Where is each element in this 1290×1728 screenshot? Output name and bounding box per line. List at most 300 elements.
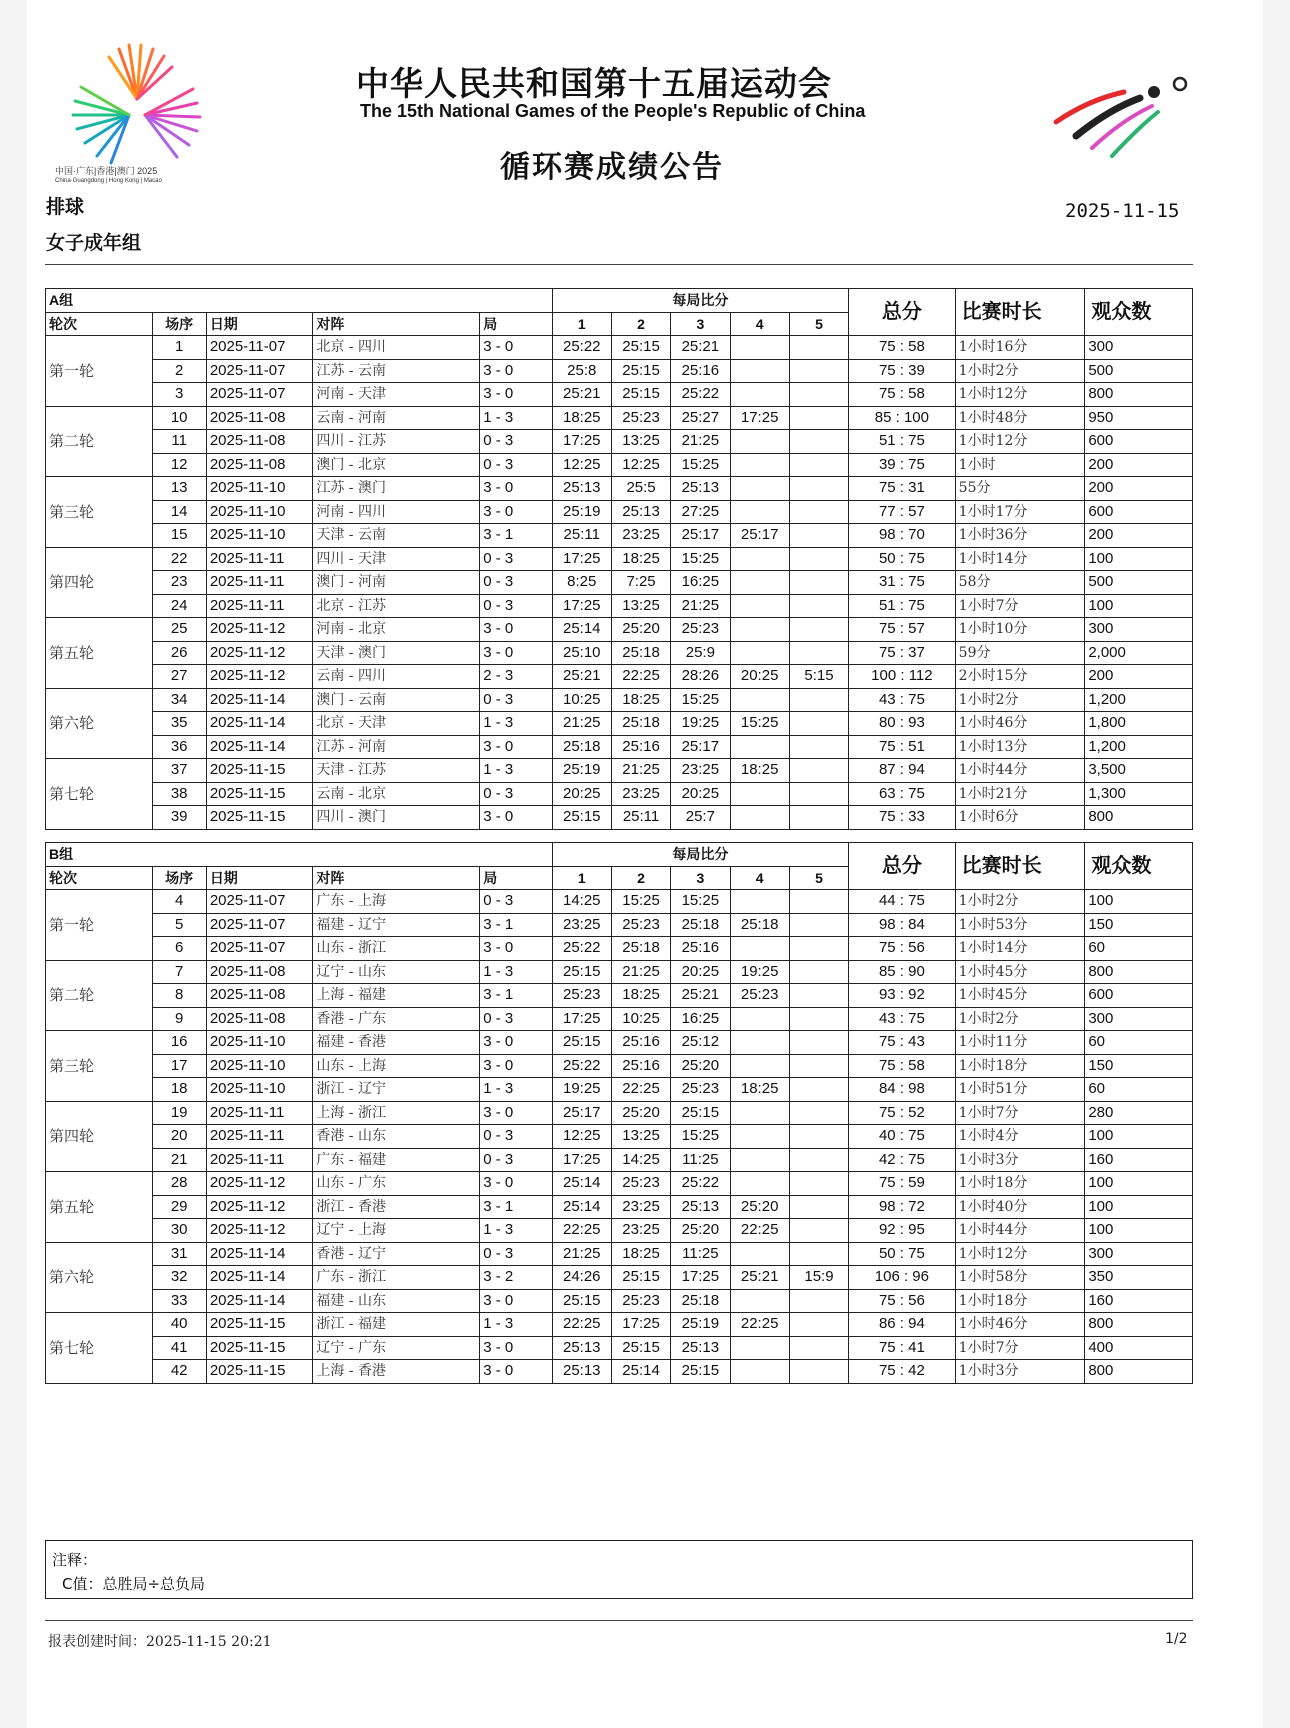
total-score: 85 : 100: [849, 406, 956, 430]
set3-score: 25:19: [671, 1313, 730, 1337]
audience-count: 150: [1085, 913, 1193, 937]
set5-score: [789, 430, 848, 454]
table-row: [46, 688, 1193, 712]
table-row: [46, 735, 1193, 759]
set4-score: 18:25: [730, 759, 789, 783]
set3-score: 16:25: [671, 1007, 730, 1031]
set4-score: [730, 547, 789, 571]
header-divider: [45, 264, 1193, 265]
set4-score: 18:25: [730, 1078, 789, 1102]
matchup: 山东 - 浙江: [313, 937, 480, 961]
total-score: 86 : 94: [849, 1313, 956, 1337]
volleyball-pictogram-icon: [1048, 70, 1198, 160]
set5-score: [789, 735, 848, 759]
sets-header: 局: [480, 312, 552, 336]
set3-score: 11:25: [671, 1242, 730, 1266]
audience-count: 600: [1085, 430, 1193, 454]
matchup: 江苏 - 澳门: [313, 477, 480, 501]
audience-count: 100: [1085, 1125, 1193, 1149]
matchup: 上海 - 福建: [313, 984, 480, 1008]
match-result: 0 - 3: [480, 547, 552, 571]
match-no: 26: [152, 641, 206, 665]
set4-score: [730, 1101, 789, 1125]
match-duration: 1小时45分: [955, 960, 1085, 984]
audience-count: 400: [1085, 1336, 1193, 1360]
set3-score: 25:21: [671, 336, 730, 360]
match-result: 3 - 0: [480, 359, 552, 383]
set1-score: 25:13: [552, 1360, 611, 1384]
table-row: [46, 547, 1193, 571]
set2-score: 25:15: [611, 336, 670, 360]
set1-score: 17:25: [552, 430, 611, 454]
total-score: 75 : 42: [849, 1360, 956, 1384]
audience-count: 800: [1085, 1313, 1193, 1337]
match-duration: 1小时53分: [955, 913, 1085, 937]
set4-header: 4: [730, 866, 789, 890]
set4-score: 25:20: [730, 1195, 789, 1219]
table-row: [46, 406, 1193, 430]
match-duration: 1小时40分: [955, 1195, 1085, 1219]
audience-count: 500: [1085, 359, 1193, 383]
set5-score: [789, 1242, 848, 1266]
match-no: 2: [152, 359, 206, 383]
matchup: 四川 - 澳门: [313, 806, 480, 830]
set4-score: 25:23: [730, 984, 789, 1008]
matchup: 澳门 - 北京: [313, 453, 480, 477]
total-score: 84 : 98: [849, 1078, 956, 1102]
set5-score: [789, 1078, 848, 1102]
match-duration: 1小时6分: [955, 806, 1085, 830]
round-label: 第七轮: [46, 1313, 153, 1384]
set5-score: [789, 383, 848, 407]
set3-score: 20:25: [671, 960, 730, 984]
set1-header: 1: [552, 866, 611, 890]
match-date: 2025-11-11: [206, 547, 313, 571]
match-no: 15: [152, 524, 206, 548]
match-date: 2025-11-15: [206, 1336, 313, 1360]
set4-score: 22:25: [730, 1219, 789, 1243]
matchup: 浙江 - 福建: [313, 1313, 480, 1337]
match-result: 3 - 0: [480, 806, 552, 830]
audience-count: 200: [1085, 477, 1193, 501]
match-duration: 1小时4分: [955, 1125, 1085, 1149]
total-score: 75 : 58: [849, 336, 956, 360]
total-score: 77 : 57: [849, 500, 956, 524]
matchup: 福建 - 山东: [313, 1289, 480, 1313]
audience-count: 1,300: [1085, 782, 1193, 806]
set3-score: 21:25: [671, 594, 730, 618]
set1-score: 25:22: [552, 336, 611, 360]
set5-score: [789, 336, 848, 360]
total-header: 总分: [849, 843, 956, 890]
set3-score: 25:23: [671, 618, 730, 642]
match-duration: 2小时15分: [955, 665, 1085, 689]
set3-header: 3: [671, 866, 730, 890]
set4-score: [730, 1125, 789, 1149]
round-label: 第四轮: [46, 1101, 153, 1172]
match-duration: 1小时2分: [955, 1007, 1085, 1031]
match-no: 24: [152, 594, 206, 618]
match-date: 2025-11-15: [206, 1360, 313, 1384]
matchup: 云南 - 北京: [313, 782, 480, 806]
table-row: [46, 665, 1193, 689]
audience-count: 1,800: [1085, 712, 1193, 736]
set3-score: 16:25: [671, 571, 730, 595]
match-no: 41: [152, 1336, 206, 1360]
set4-score: [730, 594, 789, 618]
match-duration: 1小时44分: [955, 1219, 1085, 1243]
set2-score: 13:25: [611, 594, 670, 618]
audience-count: 800: [1085, 1360, 1193, 1384]
match-date: 2025-11-07: [206, 890, 313, 914]
set3-score: 25:18: [671, 913, 730, 937]
table-row: [46, 336, 1193, 360]
match-date: 2025-11-07: [206, 336, 313, 360]
match-result: 1 - 3: [480, 712, 552, 736]
total-score: 75 : 31: [849, 477, 956, 501]
matchup: 浙江 - 辽宁: [313, 1078, 480, 1102]
audience-count: 280: [1085, 1101, 1193, 1125]
set2-score: 25:15: [611, 1336, 670, 1360]
set1-score: 25:8: [552, 359, 611, 383]
set4-score: [730, 1148, 789, 1172]
match-result: 3 - 2: [480, 1266, 552, 1290]
match-no: 4: [152, 890, 206, 914]
match-no: 9: [152, 1007, 206, 1031]
match-date: 2025-11-12: [206, 665, 313, 689]
round-label: 第二轮: [46, 960, 153, 1031]
match-no: 36: [152, 735, 206, 759]
set2-score: 25:15: [611, 359, 670, 383]
match-date: 2025-11-12: [206, 1172, 313, 1196]
audience-count: 160: [1085, 1289, 1193, 1313]
match-duration: 1小时46分: [955, 712, 1085, 736]
match-date: 2025-11-08: [206, 430, 313, 454]
set2-score: 17:25: [611, 1313, 670, 1337]
match-duration: 1小时18分: [955, 1172, 1085, 1196]
set2-score: 22:25: [611, 665, 670, 689]
match-date: 2025-11-12: [206, 1219, 313, 1243]
set5-score: [789, 1172, 848, 1196]
match-result: 3 - 0: [480, 1031, 552, 1055]
matchup: 澳门 - 云南: [313, 688, 480, 712]
total-score: 63 : 75: [849, 782, 956, 806]
table-row: [46, 806, 1193, 830]
set2-score: 25:13: [611, 500, 670, 524]
audience-count: 100: [1085, 1195, 1193, 1219]
set4-score: [730, 453, 789, 477]
audience-count: 2,000: [1085, 641, 1193, 665]
audience-count: 200: [1085, 665, 1193, 689]
matchup: 澳门 - 河南: [313, 571, 480, 595]
audience-count: 200: [1085, 453, 1193, 477]
match-no: 38: [152, 782, 206, 806]
set2-score: 23:25: [611, 1195, 670, 1219]
set2-score: 25:23: [611, 1172, 670, 1196]
set2-score: 23:25: [611, 524, 670, 548]
set5-score: [789, 782, 848, 806]
matchup: 河南 - 北京: [313, 618, 480, 642]
set4-score: [730, 937, 789, 961]
set1-score: 25:15: [552, 1031, 611, 1055]
set1-score: 10:25: [552, 688, 611, 712]
set4-score: [730, 477, 789, 501]
round-label: 第一轮: [46, 336, 153, 407]
match-duration: 1小时2分: [955, 688, 1085, 712]
set1-score: 25:22: [552, 937, 611, 961]
match-result: 1 - 3: [480, 1313, 552, 1337]
total-score: 75 : 57: [849, 618, 956, 642]
set1-score: 25:15: [552, 806, 611, 830]
set5-score: [789, 524, 848, 548]
table-row: [46, 477, 1193, 501]
audience-count: 600: [1085, 984, 1193, 1008]
table-row: [46, 1125, 1193, 1149]
match-duration: 59分: [955, 641, 1085, 665]
set4-score: [730, 806, 789, 830]
match-no-header: 场序: [152, 312, 206, 336]
total-score: 40 : 75: [849, 1125, 956, 1149]
match-result: 3 - 0: [480, 1289, 552, 1313]
set5-score: 5:15: [789, 665, 848, 689]
set1-score: 25:13: [552, 1336, 611, 1360]
match-result: 0 - 3: [480, 890, 552, 914]
match-result: 1 - 3: [480, 960, 552, 984]
table-row: [46, 984, 1193, 1008]
total-score: 75 : 52: [849, 1101, 956, 1125]
set3-score: 27:25: [671, 500, 730, 524]
set1-score: 8:25: [552, 571, 611, 595]
total-score: 44 : 75: [849, 890, 956, 914]
match-duration: 1小时2分: [955, 359, 1085, 383]
match-result: 0 - 3: [480, 594, 552, 618]
match-date: 2025-11-07: [206, 937, 313, 961]
audience-count: 800: [1085, 383, 1193, 407]
set1-score: 25:14: [552, 1172, 611, 1196]
match-result: 3 - 0: [480, 1172, 552, 1196]
match-date: 2025-11-15: [206, 806, 313, 830]
match-no: 6: [152, 937, 206, 961]
set1-score: 12:25: [552, 453, 611, 477]
set4-score: [730, 1007, 789, 1031]
table-row: [46, 571, 1193, 595]
set3-score: 25:13: [671, 1195, 730, 1219]
set3-score: 25:21: [671, 984, 730, 1008]
match-duration: 1小时18分: [955, 1054, 1085, 1078]
match-result: 0 - 3: [480, 688, 552, 712]
match-result: 2 - 3: [480, 665, 552, 689]
set4-score: [730, 383, 789, 407]
set2-score: 18:25: [611, 984, 670, 1008]
set4-score: 25:21: [730, 1266, 789, 1290]
report-date: 2025-11-15: [1065, 200, 1180, 222]
table-row: [46, 453, 1193, 477]
sets-header: 局: [480, 866, 552, 890]
set4-score: [730, 430, 789, 454]
national-games-logo-icon: [50, 36, 220, 186]
match-no: 13: [152, 477, 206, 501]
audience-count: 60: [1085, 937, 1193, 961]
set2-score: 13:25: [611, 430, 670, 454]
matchup: 天津 - 澳门: [313, 641, 480, 665]
table-row: [46, 960, 1193, 984]
match-no: 11: [152, 430, 206, 454]
audience-count: 1,200: [1085, 688, 1193, 712]
total-score: 75 : 56: [849, 1289, 956, 1313]
match-no: 35: [152, 712, 206, 736]
set5-score: [789, 406, 848, 430]
audience-header: 观众数: [1085, 843, 1193, 890]
audience-count: 350: [1085, 1266, 1193, 1290]
match-no: 34: [152, 688, 206, 712]
set2-score: 18:25: [611, 688, 670, 712]
set2-score: 25:23: [611, 406, 670, 430]
set3-score: 25:9: [671, 641, 730, 665]
match-result: 3 - 0: [480, 336, 552, 360]
matchup: 云南 - 四川: [313, 665, 480, 689]
set2-score: 25:16: [611, 1031, 670, 1055]
match-result: 3 - 0: [480, 1101, 552, 1125]
report-created-time: 报表创建时间：2025-11-15 20:21: [48, 1634, 272, 1650]
duration-header: 比赛时长: [955, 289, 1085, 336]
match-no: 37: [152, 759, 206, 783]
set2-score: 13:25: [611, 1125, 670, 1149]
match-date: 2025-11-15: [206, 782, 313, 806]
match-duration: 1小时7分: [955, 594, 1085, 618]
match-result: 0 - 3: [480, 430, 552, 454]
set2-score: 25:16: [611, 1054, 670, 1078]
set5-score: [789, 1219, 848, 1243]
set1-score: 17:25: [552, 1007, 611, 1031]
match-no: 42: [152, 1360, 206, 1384]
set3-score: 25:15: [671, 1101, 730, 1125]
match-duration: 1小时18分: [955, 1289, 1085, 1313]
set2-score: 18:25: [611, 547, 670, 571]
audience-count: 60: [1085, 1078, 1193, 1102]
table-row: [46, 1313, 1193, 1337]
audience-count: 300: [1085, 1242, 1193, 1266]
set1-score: 19:25: [552, 1078, 611, 1102]
table-row: [46, 1242, 1193, 1266]
audience-count: 300: [1085, 618, 1193, 642]
match-date: 2025-11-08: [206, 960, 313, 984]
match-date: 2025-11-14: [206, 1289, 313, 1313]
match-date: 2025-11-08: [206, 453, 313, 477]
matchup: 天津 - 江苏: [313, 759, 480, 783]
set4-score: 17:25: [730, 406, 789, 430]
set5-score: [789, 913, 848, 937]
match-no: 12: [152, 453, 206, 477]
games-title-en: The 15th National Games of the People's Republic of China: [360, 101, 866, 121]
set4-score: [730, 336, 789, 360]
total-score: 93 : 92: [849, 984, 956, 1008]
match-no: 22: [152, 547, 206, 571]
page-number: 1/2: [1165, 1631, 1188, 1647]
set5-score: [789, 571, 848, 595]
table-row: [46, 1007, 1193, 1031]
set3-score: 25:12: [671, 1031, 730, 1055]
table-row: [46, 1289, 1193, 1313]
set3-score: 25:15: [671, 1360, 730, 1384]
set1-score: 25:22: [552, 1054, 611, 1078]
match-date: 2025-11-07: [206, 359, 313, 383]
set5-score: [789, 359, 848, 383]
set2-score: 25:15: [611, 1266, 670, 1290]
set2-score: 7:25: [611, 571, 670, 595]
set3-score: 15:25: [671, 890, 730, 914]
audience-count: 100: [1085, 890, 1193, 914]
match-duration: 1小时7分: [955, 1101, 1085, 1125]
matchup: 上海 - 浙江: [313, 1101, 480, 1125]
match-no: 10: [152, 406, 206, 430]
table-row: [46, 1078, 1193, 1102]
audience-count: 800: [1085, 806, 1193, 830]
set4-score: 20:25: [730, 665, 789, 689]
match-result: 3 - 1: [480, 524, 552, 548]
match-date: 2025-11-14: [206, 1266, 313, 1290]
notes-label: 注释：: [52, 1551, 98, 1569]
match-result: 3 - 0: [480, 735, 552, 759]
total-score: 75 : 33: [849, 806, 956, 830]
set2-score: 25:18: [611, 712, 670, 736]
set3-score: 25:16: [671, 937, 730, 961]
total-score: 43 : 75: [849, 688, 956, 712]
match-duration: 1小时17分: [955, 500, 1085, 524]
match-date: 2025-11-10: [206, 1054, 313, 1078]
match-duration: 1小时14分: [955, 937, 1085, 961]
set4-score: [730, 1336, 789, 1360]
duration-header: 比赛时长: [955, 843, 1085, 890]
match-duration: 1小时36分: [955, 524, 1085, 548]
matchup: 北京 - 天津: [313, 712, 480, 736]
set5-score: [789, 1054, 848, 1078]
match-no: 21: [152, 1148, 206, 1172]
set5-score: [789, 937, 848, 961]
set5-score: [789, 1336, 848, 1360]
match-date: 2025-11-10: [206, 1031, 313, 1055]
match-date: 2025-11-15: [206, 1313, 313, 1337]
match-result: 3 - 1: [480, 1195, 552, 1219]
set1-score: 17:25: [552, 1148, 611, 1172]
set2-score: 12:25: [611, 453, 670, 477]
set4-score: [730, 782, 789, 806]
set2-score: 25:23: [611, 913, 670, 937]
match-date: 2025-11-07: [206, 383, 313, 407]
set2-score: 25:16: [611, 735, 670, 759]
set3-score: 25:23: [671, 1078, 730, 1102]
set4-score: [730, 1031, 789, 1055]
set4-score: [730, 1242, 789, 1266]
match-duration: 1小时2分: [955, 890, 1085, 914]
set3-score: 15:25: [671, 547, 730, 571]
round-label: 第六轮: [46, 1242, 153, 1313]
set3-score: 19:25: [671, 712, 730, 736]
matchup: 广东 - 浙江: [313, 1266, 480, 1290]
total-score: 75 : 41: [849, 1336, 956, 1360]
set3-score: 25:7: [671, 806, 730, 830]
table-row: [46, 500, 1193, 524]
date-header: 日期: [206, 312, 313, 336]
match-date: 2025-11-10: [206, 477, 313, 501]
set3-score: 15:25: [671, 1125, 730, 1149]
total-score: 75 : 58: [849, 1054, 956, 1078]
report-title: 循环赛成绩公告: [500, 150, 724, 185]
set-scores-header: 每局比分: [552, 289, 849, 313]
set1-score: 25:18: [552, 735, 611, 759]
set5-score: [789, 759, 848, 783]
set1-score: 25:21: [552, 383, 611, 407]
total-score: 51 : 75: [849, 594, 956, 618]
